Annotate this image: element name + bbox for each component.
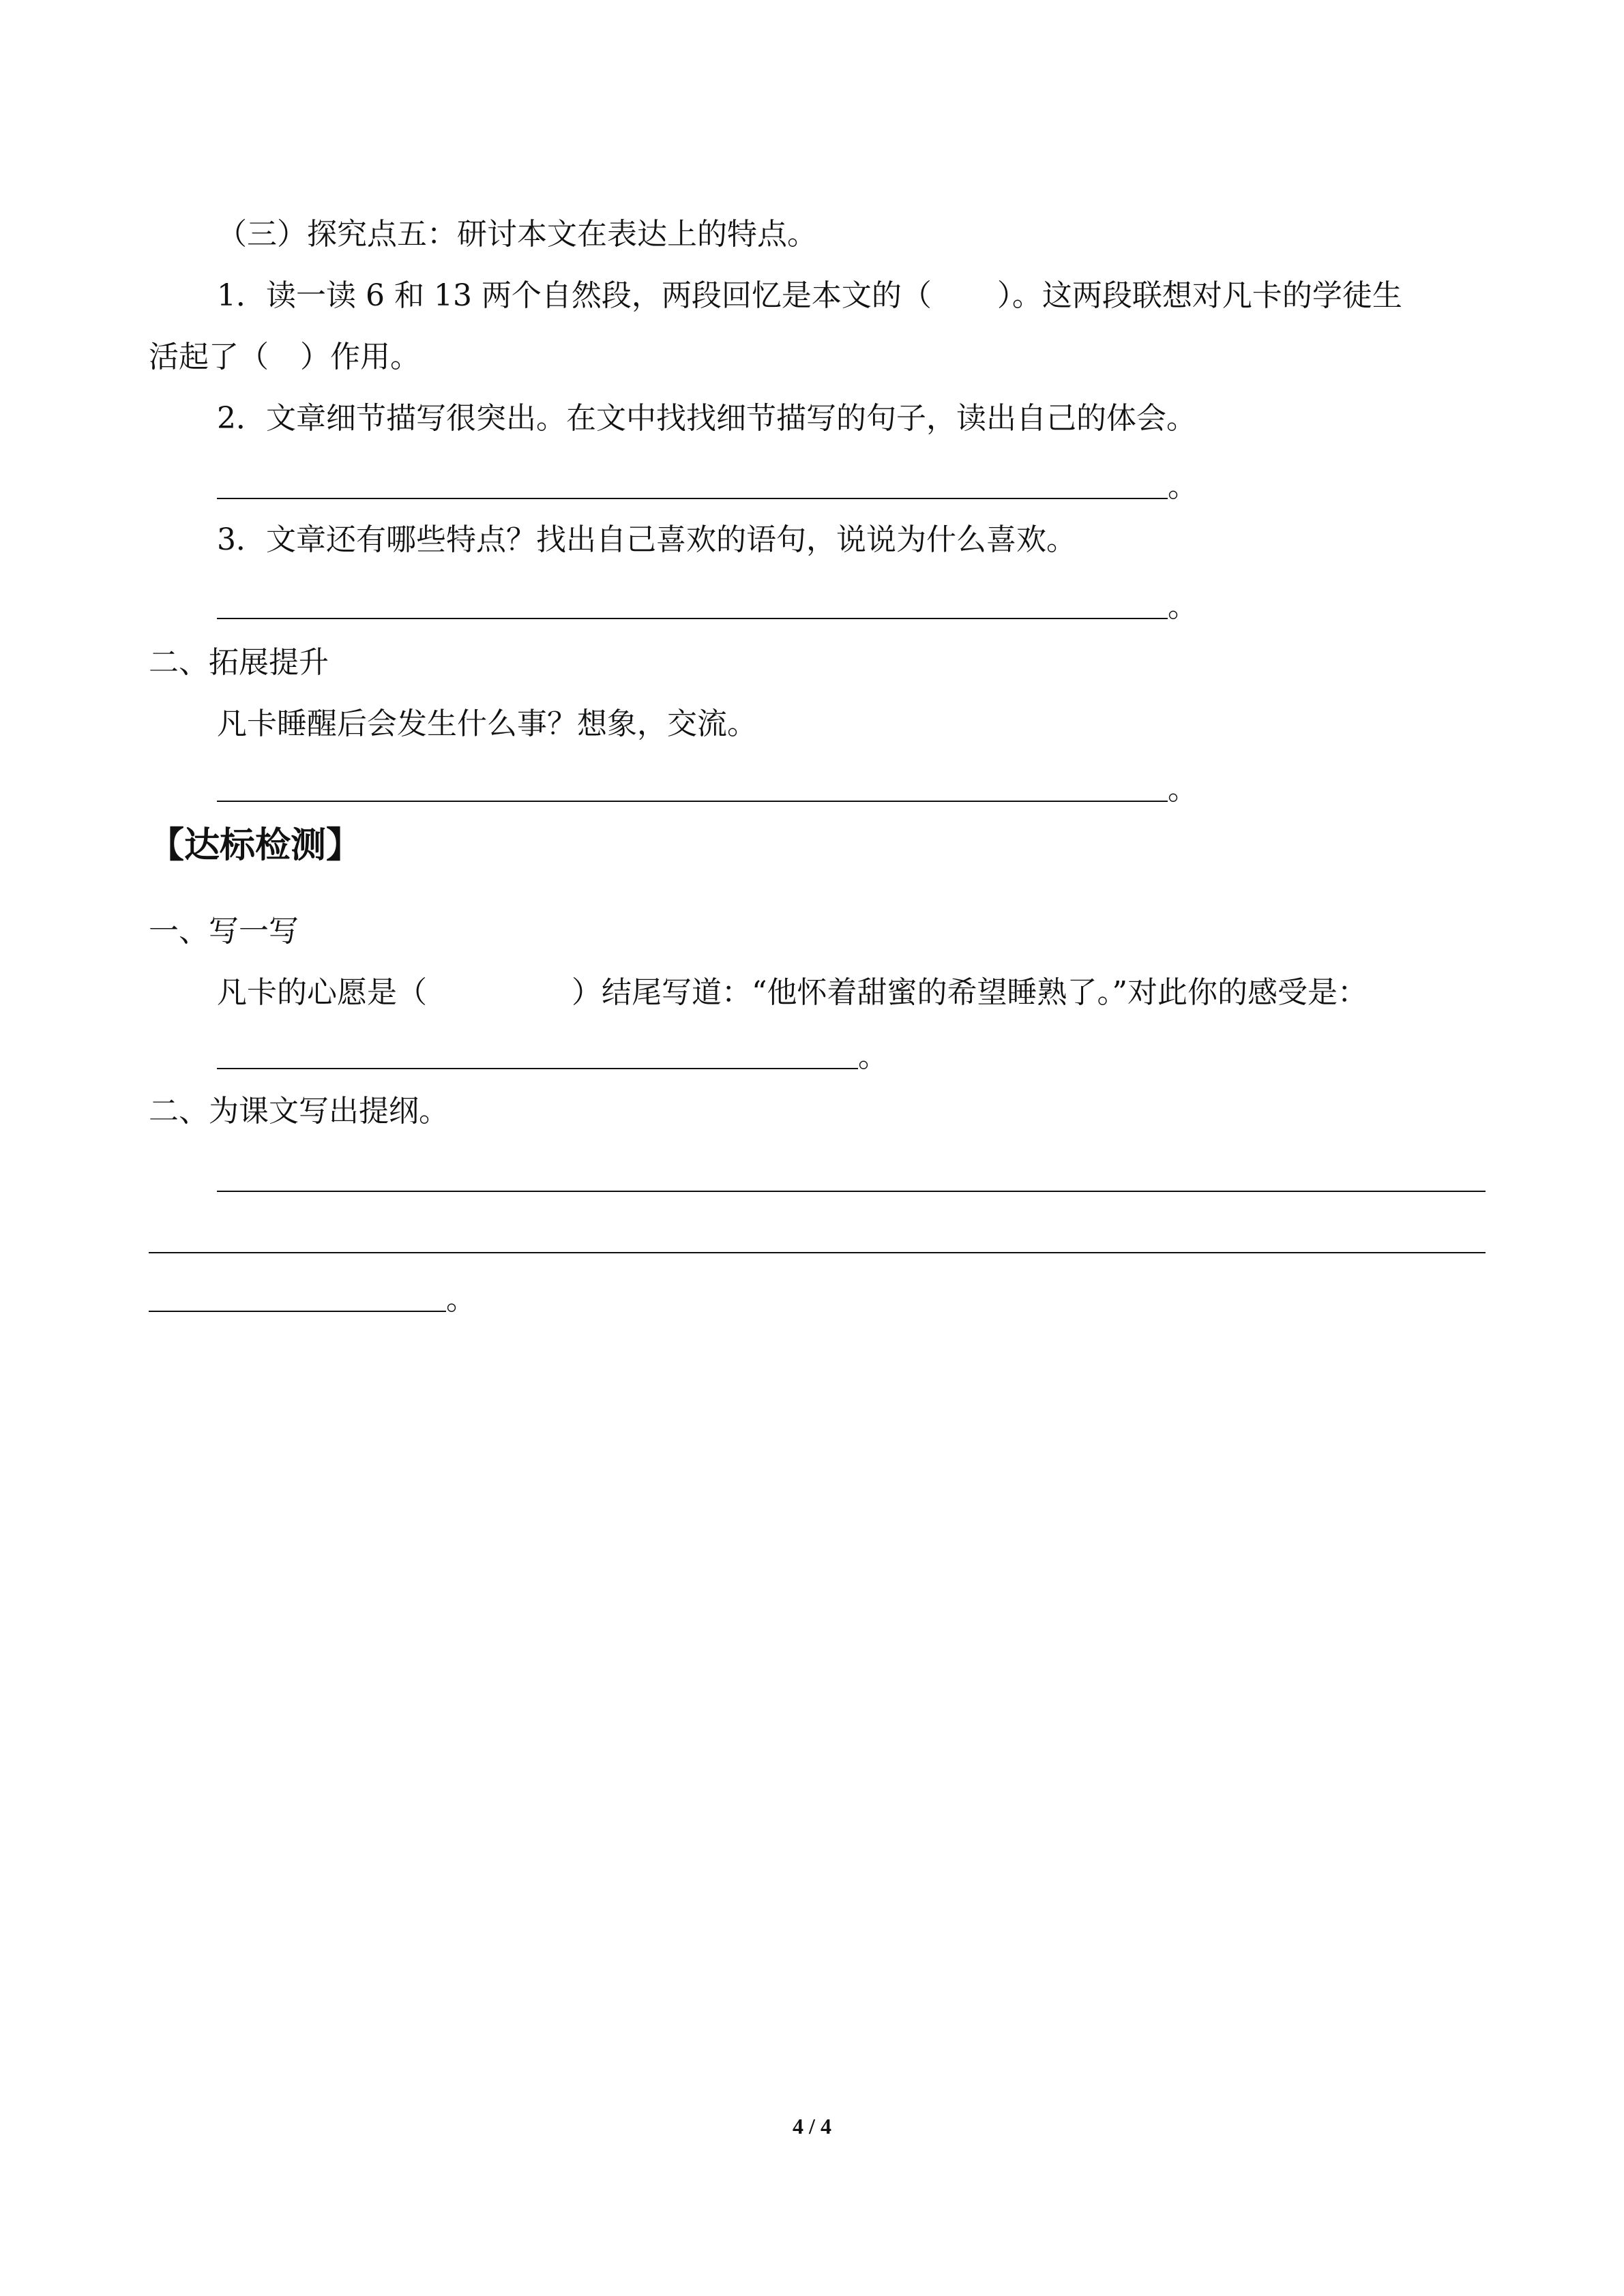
answer-line-q3[interactable] [217, 618, 1168, 619]
question-1-text-a: 1．读一读 6 和 13 两个自然段，两段回忆是本文的（ [217, 278, 932, 313]
wish-text-b: ）结尾写道：“他怀着甜蜜的希望睡熟了。”对此你的感受是： [572, 975, 1368, 1010]
period: 。 [858, 1039, 888, 1074]
question-2: 2．文章细节描写很突出。在文中找找细节描写的句子，读出自己的体会。 [217, 401, 1196, 436]
extension-title: 二、拓展提升 [149, 645, 329, 680]
question-1-text-b: ）。这两段联想对凡卡的学徒生 [996, 278, 1402, 313]
assessment-part-1-text [217, 975, 1368, 1010]
section-title-explore-5: （三）探究点五：研讨本文在表达上的特点。 [217, 217, 817, 252]
period: 。 [1168, 589, 1198, 624]
wish-text-a: 凡卡的心愿是（ [217, 975, 427, 1010]
answer-line-outline-1[interactable] [217, 1191, 1486, 1192]
question-1-text-c: 活起了（ [149, 340, 269, 374]
question-1-line-2 [149, 342, 420, 372]
answer-line-outline-3[interactable] [149, 1311, 446, 1312]
answer-line-q2[interactable] [217, 498, 1168, 499]
extension-prompt: 凡卡睡醒后会发生什么事？想象，交流。 [217, 706, 757, 741]
answer-line-outline-2[interactable] [149, 1252, 1486, 1253]
assessment-part-1-title: 一、写一写 [149, 914, 299, 949]
question-1-line-1 [217, 278, 1402, 313]
assessment-heading: 【达标检测】 [149, 825, 362, 866]
question-1-text-d: ）作用。 [300, 340, 420, 374]
period: 。 [1168, 772, 1198, 807]
answer-line-extension[interactable] [217, 801, 1168, 802]
page-number: 4 / 4 [793, 2114, 831, 2138]
question-3: 3．文章还有哪些特点？找出自己喜欢的语句，说说为什么喜欢。 [217, 522, 1076, 557]
period: 。 [1168, 469, 1198, 504]
answer-line-feeling[interactable] [217, 1068, 858, 1069]
period: 。 [446, 1282, 476, 1317]
assessment-part-2-title: 二、为课文写出提纲。 [149, 1094, 449, 1129]
